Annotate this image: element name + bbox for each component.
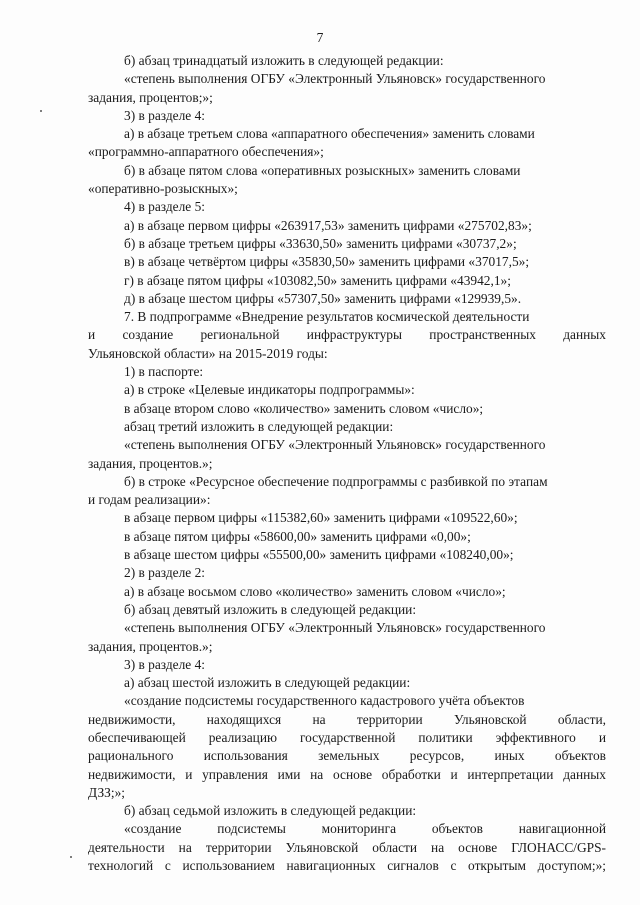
text-line: д) в абзаце шестом цифры «57307,50» заменить цифрами «129939,5».: [124, 290, 522, 306]
text-line: 3) в разделе 4:: [124, 656, 206, 672]
text-line: б) в строке «Ресурсное обеспечение подпрограммы с разбивкой по этапам: [124, 473, 548, 489]
text-line: «создание подсистемы государственного кадастрового учёта объектов: [124, 693, 525, 709]
text-line: задания, процентов;»;: [88, 89, 213, 105]
text-line: в абзаце первом цифры «115382,60» заменить цифрами «109522,60»;: [124, 510, 518, 526]
text-line: в абзаце пятом цифры «58600,00» заменить цифрами «0,00»;: [124, 528, 471, 544]
text-line: «программно-аппаратного обеспечения»;: [88, 144, 324, 160]
text-line: недвижимости, находящихся на территории Ульяновской области,: [88, 711, 606, 727]
text-line: 1) в паспорте:: [124, 364, 204, 380]
text-line: абзац третий изложить в следующей редакции:: [124, 418, 394, 434]
text-line: б) в абзаце пятом слова «оперативных розыскных» заменить словами: [124, 162, 521, 178]
text-line: 3) в разделе 4:: [124, 107, 206, 123]
scan-speck: [70, 856, 72, 858]
text-line: в абзаце втором слово «количество» заменить словом «число»;: [124, 400, 484, 416]
text-line: а) в абзаце восьмом слово «количество» заменить словом «число»;: [124, 583, 506, 599]
text-line: а) в абзаце первом цифры «263917,53» заменить цифрами «275702,83»;: [124, 217, 532, 233]
text-line: в абзаце шестом цифры «55500,00» заменить цифрами «108240,00»;: [124, 547, 514, 563]
text-line: а) абзац шестой изложить в следующей редакции:: [124, 675, 411, 691]
text-line: задания, процентов.»;: [88, 455, 213, 471]
scan-speck: [40, 110, 42, 112]
text-line: рационального использования земельных ресурсов, иных объектов: [88, 748, 606, 764]
text-line: обеспечивающей реализацию государственной политики эффективного и: [88, 729, 606, 745]
text-line: «степень выполнения ОГБУ «Электронный Ульяновск» государственного: [124, 71, 546, 87]
text-line: 7. В подпрограмме «Внедрение результатов космической деятельности: [124, 309, 530, 325]
text-line: и создание региональной инфраструктуры пространственных данных: [88, 327, 606, 343]
text-line: ДЗЗ;»;: [88, 784, 126, 800]
text-line: 2) в разделе 2:: [124, 565, 206, 581]
text-line: «степень выполнения ОГБУ «Электронный Ульяновск» государственного: [124, 437, 546, 453]
text-line: в) в абзаце четвёртом цифры «35830,50» заменить цифрами «37017,5»;: [124, 254, 530, 270]
text-line: б) абзац девятый изложить в следующей редакции:: [124, 601, 417, 617]
text-line: 4) в разделе 5:: [124, 199, 206, 215]
text-line: б) абзац седьмой изложить в следующей редакции:: [124, 803, 417, 819]
text-line: а) в строке «Целевые индикаторы подпрограммы»:: [124, 382, 415, 398]
text-line: г) в абзаце пятом цифры «103082,50» заменить цифрами «43942,1»;: [124, 272, 511, 288]
text-line: «степень выполнения ОГБУ «Электронный Ульяновск» государственного: [124, 620, 546, 636]
text-line: «оперативно-розыскных»;: [88, 181, 238, 197]
text-line: а) в абзаце третьем слова «аппаратного обеспечения» заменить словами: [124, 126, 535, 142]
text-line: и годам реализации»:: [88, 492, 211, 508]
text-line: «создание подсистемы мониторинга объектов навигационной: [124, 821, 606, 837]
text-line: недвижимости, и управления ими на основе обработки и интерпретации данных: [88, 766, 606, 782]
text-line: б) абзац тринадцатый изложить в следующей редакции:: [124, 53, 444, 68]
text-line: б) в абзаце третьем цифры «33630,50» заменить цифрами «30737,2»;: [124, 235, 517, 251]
page-number: 7: [316, 30, 324, 45]
document-body: [88, 52, 606, 875]
text-line: задания, процентов.»;: [88, 638, 213, 654]
text-line: Ульяновской области» на 2015-2019 годы:: [88, 345, 328, 361]
text-line: деятельности на территории Ульяновской области на основе ГЛОНАСС/GPS-: [88, 839, 606, 855]
text-line: технологий с использованием навигационных сигналов с открытым доступом;»;: [88, 858, 606, 874]
